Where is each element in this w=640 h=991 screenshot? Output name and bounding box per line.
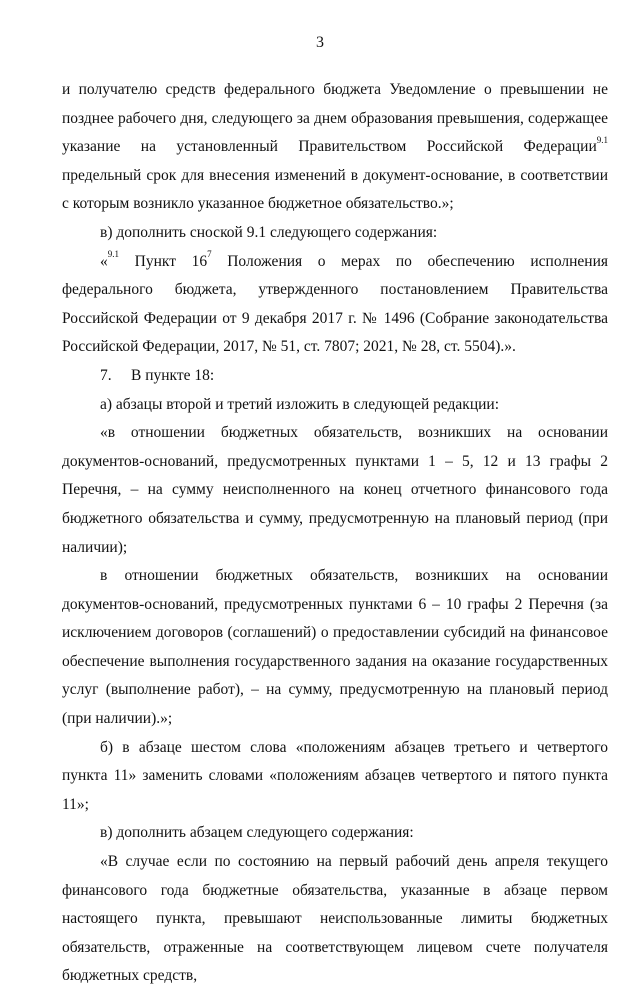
quote-open: « [100, 252, 108, 270]
paragraph: «В случае если по состоянию на первый рабочий день апреля текущего финансового года бюджетные обязательства, указанные в абзаце первом настоящего пункта, превышают неиспользованные лимиты бюджетных обязательств, отраженные на соответствующем лицевом счете получателя бюджетных средств, [62, 853, 608, 985]
paragraph: 7. В пункте 18: [100, 366, 215, 384]
paragraph-continuation [62, 76, 608, 219]
footnote-ref: 9.1 [596, 135, 608, 146]
paragraph: а) абзацы второй и третий изложить в следующей редакции: [100, 395, 500, 413]
paragraph: «в отношении бюджетных обязательств, возникших на основании документов-оснований, предусмотренных пунктами 1 – 5, 12 и 13 графы 2 Перечня, – на сумму неисполненного на конец отчетного финансового года бюджетного обязательства и сумму, предусмотренную на плановый период (при наличии); [62, 424, 608, 556]
paragraph: б) в абзаце шестом слова «положениям абзацев третьего и четвертого пункта 11» заменить словами «положениям абзацев четвертого и пятого пункта 11»; [62, 738, 608, 813]
paragraph-text: и получателю средств федерального бюджета Уведомление о превышении не позднее рабочего дня, следующего за днем образования превышения, содержащее указание на установленный Правительством Российской Федерации [62, 81, 608, 156]
paragraph: в отношении бюджетных обязательств, возникших на основании документов-оснований, предусмотренных пунктами 6 – 10 графы 2 Перечня (за исключением договоров (соглашений) о предоставлении субсидий на финансовое обеспечение выполнения государственного задания на оказание государственных услуг (выполнение работ), – на сумму, предусмотренную на плановый период (при наличии).»; [62, 567, 608, 728]
footnote-number: 9.1 [107, 249, 119, 260]
paragraph-text: Пункт 16 [119, 252, 208, 270]
paragraph: в) дополнить абзацем следующего содержания: [100, 824, 414, 842]
document-body [62, 76, 608, 991]
point-superscript: 7 [207, 249, 212, 260]
paragraph-text: предельный срок для внесения изменений в документ-основание, в соответствии с которым возникло указанное бюджетное обязательство.»; [62, 166, 608, 213]
paragraph: в) дополнить сноской 9.1 следующего содержания: [100, 223, 438, 241]
paragraph-text: Положения о мерах по обеспечению исполнения федерального бюджета, утвержденного постановлением Правительства Российской Федерации от 9 декабря 2017 г. № 1496 (Собрание законодательства Российской Федерации, 2017, № 51, ст. 7807; 2021, № 28, ст. 5504).». [62, 252, 608, 356]
page-number: 3 [316, 34, 324, 51]
footnote-paragraph [62, 248, 608, 362]
